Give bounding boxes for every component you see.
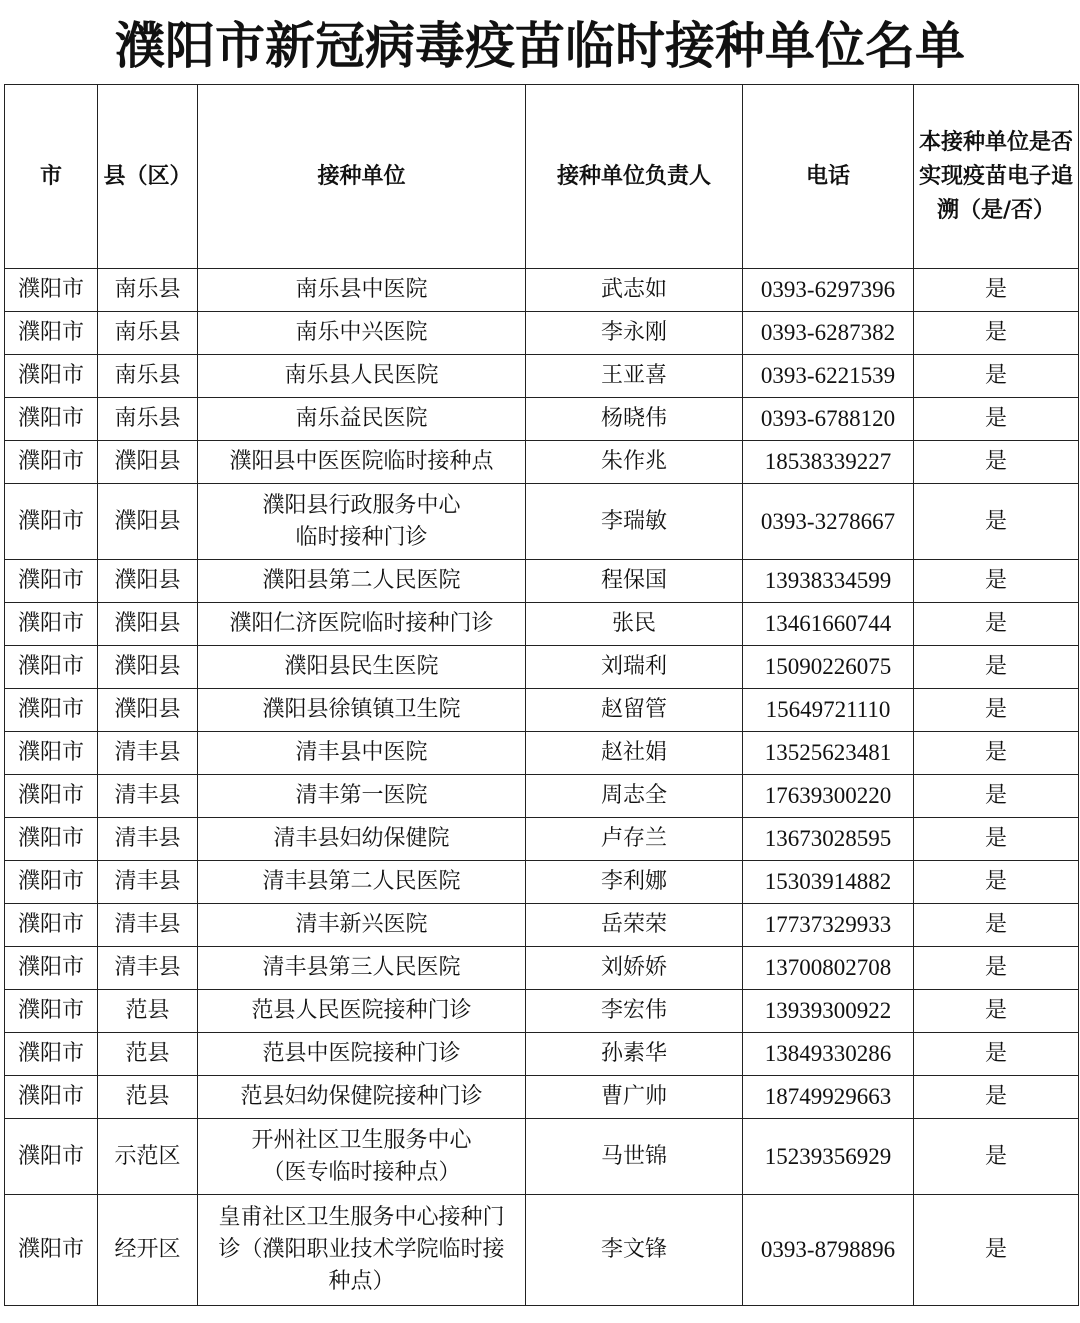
cell-phone: 0393-8798896 — [743, 1195, 914, 1306]
table-row — [5, 603, 1079, 646]
table-row — [5, 398, 1079, 441]
cell-leader: 马世锦 — [526, 1119, 743, 1195]
cell-unit: 清丰县第三人民医院 — [198, 947, 526, 990]
cell-leader: 刘瑞利 — [526, 646, 743, 689]
cell-county: 南乐县 — [98, 398, 198, 441]
cell-unit: 南乐中兴医院 — [198, 312, 526, 355]
table-row — [5, 646, 1079, 689]
header-county: 县（区） — [98, 85, 198, 269]
cell-city: 濮阳市 — [5, 947, 98, 990]
cell-leader: 李永刚 — [526, 312, 743, 355]
cell-unit: 皇甫社区卫生服务中心接种门 诊（濮阳职业技术学院临时接 种点） — [198, 1195, 526, 1306]
header-unit: 接种单位 — [198, 85, 526, 269]
cell-city: 濮阳市 — [5, 689, 98, 732]
cell-city: 濮阳市 — [5, 818, 98, 861]
cell-county: 濮阳县 — [98, 603, 198, 646]
cell-trace: 是 — [914, 861, 1079, 904]
cell-trace: 是 — [914, 904, 1079, 947]
cell-county: 范县 — [98, 1033, 198, 1076]
cell-city: 濮阳市 — [5, 355, 98, 398]
cell-leader: 李宏伟 — [526, 990, 743, 1033]
table-row — [5, 947, 1079, 990]
table-row — [5, 560, 1079, 603]
cell-unit: 开州社区卫生服务中心 （医专临时接种点） — [198, 1119, 526, 1195]
cell-trace: 是 — [914, 355, 1079, 398]
table-row — [5, 441, 1079, 484]
cell-leader: 赵留管 — [526, 689, 743, 732]
table-row — [5, 775, 1079, 818]
cell-phone: 15090226075 — [743, 646, 914, 689]
cell-unit: 濮阳县行政服务中心 临时接种门诊 — [198, 484, 526, 560]
cell-phone: 0393-3278667 — [743, 484, 914, 560]
cell-phone: 0393-6297396 — [743, 269, 914, 312]
cell-city: 濮阳市 — [5, 398, 98, 441]
cell-city: 濮阳市 — [5, 441, 98, 484]
cell-trace: 是 — [914, 646, 1079, 689]
table-row — [5, 1195, 1079, 1306]
table-row — [5, 1033, 1079, 1076]
cell-county: 濮阳县 — [98, 441, 198, 484]
cell-city: 濮阳市 — [5, 560, 98, 603]
cell-county: 清丰县 — [98, 861, 198, 904]
cell-county: 清丰县 — [98, 947, 198, 990]
cell-leader: 岳荣荣 — [526, 904, 743, 947]
cell-leader: 李利娜 — [526, 861, 743, 904]
cell-city: 濮阳市 — [5, 1033, 98, 1076]
cell-unit: 清丰县第二人民医院 — [198, 861, 526, 904]
cell-county: 南乐县 — [98, 355, 198, 398]
cell-phone: 0393-6287382 — [743, 312, 914, 355]
table-row — [5, 269, 1079, 312]
cell-unit: 濮阳县民生医院 — [198, 646, 526, 689]
cell-city: 濮阳市 — [5, 484, 98, 560]
cell-leader: 孙素华 — [526, 1033, 743, 1076]
cell-trace: 是 — [914, 947, 1079, 990]
cell-trace: 是 — [914, 484, 1079, 560]
cell-leader: 曹广帅 — [526, 1076, 743, 1119]
cell-county: 清丰县 — [98, 732, 198, 775]
cell-unit: 范县中医院接种门诊 — [198, 1033, 526, 1076]
cell-county: 经开区 — [98, 1195, 198, 1306]
table-row — [5, 689, 1079, 732]
cell-trace: 是 — [914, 818, 1079, 861]
cell-county: 濮阳县 — [98, 560, 198, 603]
cell-phone: 13938334599 — [743, 560, 914, 603]
cell-unit: 范县人民医院接种门诊 — [198, 990, 526, 1033]
cell-unit: 濮阳仁济医院临时接种门诊 — [198, 603, 526, 646]
cell-county: 范县 — [98, 1076, 198, 1119]
cell-trace: 是 — [914, 269, 1079, 312]
cell-phone: 13525623481 — [743, 732, 914, 775]
cell-city: 濮阳市 — [5, 1119, 98, 1195]
cell-leader: 李文锋 — [526, 1195, 743, 1306]
table-row — [5, 818, 1079, 861]
cell-unit: 清丰县中医院 — [198, 732, 526, 775]
cell-city: 濮阳市 — [5, 732, 98, 775]
cell-county: 濮阳县 — [98, 646, 198, 689]
cell-unit: 濮阳县中医医院临时接种点 — [198, 441, 526, 484]
cell-unit: 范县妇幼保健院接种门诊 — [198, 1076, 526, 1119]
cell-unit: 南乐县中医院 — [198, 269, 526, 312]
cell-city: 濮阳市 — [5, 603, 98, 646]
cell-leader: 周志全 — [526, 775, 743, 818]
cell-county: 南乐县 — [98, 269, 198, 312]
cell-trace: 是 — [914, 990, 1079, 1033]
cell-city: 濮阳市 — [5, 1195, 98, 1306]
cell-city: 濮阳市 — [5, 775, 98, 818]
cell-leader: 王亚喜 — [526, 355, 743, 398]
cell-trace: 是 — [914, 732, 1079, 775]
cell-county: 南乐县 — [98, 312, 198, 355]
cell-leader: 张民 — [526, 603, 743, 646]
cell-unit: 清丰新兴医院 — [198, 904, 526, 947]
cell-county: 濮阳县 — [98, 689, 198, 732]
cell-phone: 15303914882 — [743, 861, 914, 904]
cell-phone: 18749929663 — [743, 1076, 914, 1119]
cell-trace: 是 — [914, 603, 1079, 646]
cell-city: 濮阳市 — [5, 990, 98, 1033]
cell-phone: 0393-6221539 — [743, 355, 914, 398]
cell-phone: 15649721110 — [743, 689, 914, 732]
table-row — [5, 861, 1079, 904]
cell-unit: 南乐县人民医院 — [198, 355, 526, 398]
cell-city: 濮阳市 — [5, 646, 98, 689]
cell-phone: 15239356929 — [743, 1119, 914, 1195]
cell-trace: 是 — [914, 398, 1079, 441]
cell-city: 濮阳市 — [5, 861, 98, 904]
table-row — [5, 1076, 1079, 1119]
cell-county: 范县 — [98, 990, 198, 1033]
header-leader: 接种单位负责人 — [526, 85, 743, 269]
cell-leader: 武志如 — [526, 269, 743, 312]
cell-trace: 是 — [914, 689, 1079, 732]
cell-trace: 是 — [914, 775, 1079, 818]
cell-leader: 卢存兰 — [526, 818, 743, 861]
cell-leader: 杨晓伟 — [526, 398, 743, 441]
cell-unit: 濮阳县徐镇镇卫生院 — [198, 689, 526, 732]
cell-leader: 刘娇娇 — [526, 947, 743, 990]
table-body — [5, 269, 1079, 1306]
cell-phone: 13673028595 — [743, 818, 914, 861]
cell-trace: 是 — [914, 441, 1079, 484]
cell-county: 示范区 — [98, 1119, 198, 1195]
cell-phone: 0393-6788120 — [743, 398, 914, 441]
cell-trace: 是 — [914, 312, 1079, 355]
cell-phone: 13939300922 — [743, 990, 914, 1033]
header-phone: 电话 — [743, 85, 914, 269]
table-row — [5, 355, 1079, 398]
cell-unit: 南乐益民医院 — [198, 398, 526, 441]
cell-trace: 是 — [914, 560, 1079, 603]
table-row — [5, 1119, 1079, 1195]
vaccination-units-table — [4, 84, 1079, 1306]
cell-phone: 17737329933 — [743, 904, 914, 947]
cell-phone: 13700802708 — [743, 947, 914, 990]
cell-phone: 17639300220 — [743, 775, 914, 818]
table-row — [5, 312, 1079, 355]
cell-trace: 是 — [914, 1195, 1079, 1306]
table-row — [5, 484, 1079, 560]
cell-city: 濮阳市 — [5, 904, 98, 947]
cell-city: 濮阳市 — [5, 269, 98, 312]
cell-county: 清丰县 — [98, 904, 198, 947]
cell-unit: 清丰县妇幼保健院 — [198, 818, 526, 861]
cell-county: 濮阳县 — [98, 484, 198, 560]
cell-trace: 是 — [914, 1119, 1079, 1195]
cell-trace: 是 — [914, 1033, 1079, 1076]
cell-county: 清丰县 — [98, 775, 198, 818]
table-row — [5, 904, 1079, 947]
cell-trace: 是 — [914, 1076, 1079, 1119]
table-row — [5, 990, 1079, 1033]
table-header-row — [5, 85, 1079, 269]
page-title: 濮阳市新冠病毒疫苗临时接种单位名单 — [115, 17, 965, 75]
cell-phone: 13461660744 — [743, 603, 914, 646]
header-trace: 本接种单位是否实现疫苗电子追溯（是/否） — [914, 85, 1079, 269]
cell-leader: 程保国 — [526, 560, 743, 603]
cell-phone: 18538339227 — [743, 441, 914, 484]
cell-unit: 濮阳县第二人民医院 — [198, 560, 526, 603]
cell-county: 清丰县 — [98, 818, 198, 861]
cell-leader: 李瑞敏 — [526, 484, 743, 560]
cell-phone: 13849330286 — [743, 1033, 914, 1076]
cell-leader: 朱作兆 — [526, 441, 743, 484]
cell-leader: 赵社娟 — [526, 732, 743, 775]
cell-city: 濮阳市 — [5, 1076, 98, 1119]
table-row — [5, 732, 1079, 775]
cell-unit: 清丰第一医院 — [198, 775, 526, 818]
header-city: 市 — [5, 85, 98, 269]
cell-city: 濮阳市 — [5, 312, 98, 355]
